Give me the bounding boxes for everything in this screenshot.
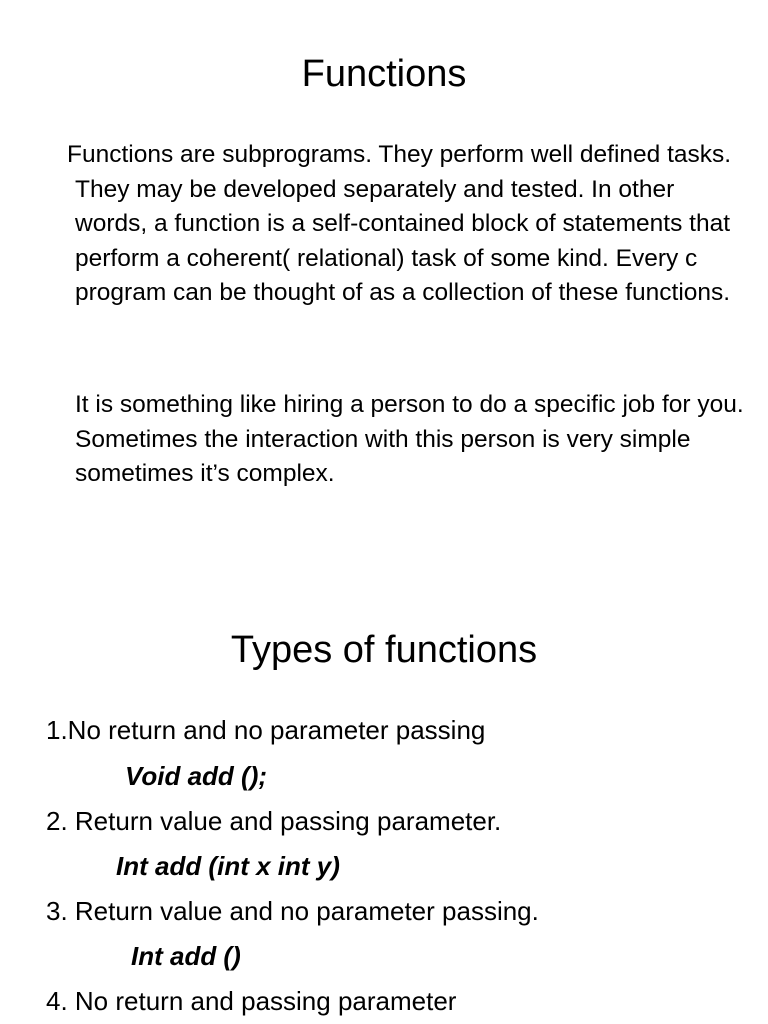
slide-title: Types of functions: [230, 629, 538, 671]
function-signature: Void add ();: [125, 761, 268, 791]
function-type-item: 1.No return and no parameter passing: [46, 715, 486, 745]
function-signature: Int add (int x int y): [116, 851, 340, 881]
slide-title: Functions: [301, 53, 467, 95]
slide-types-of-functions: [0, 612, 768, 1024]
paragraph: It is something like hiring a person to do a specific job for you. Sometimes the interaction with this person is very simple sometimes it’s complex.: [75, 391, 744, 487]
function-type-item: 4. No return and passing parameter: [46, 986, 457, 1016]
function-signature: Int add (): [131, 941, 241, 971]
function-type-item: 2. Return value and passing parameter.: [46, 806, 502, 836]
function-type-item: 3. Return value and no parameter passing.: [46, 896, 539, 926]
paragraph: Functions are subprograms. They perform well defined tasks. They may be developed separately and tested. In other words, a function is a self-contained block of statements that perform a coherent( relational) task of some kind. Every c program can be thought of as a collection of these functions.: [67, 141, 732, 306]
